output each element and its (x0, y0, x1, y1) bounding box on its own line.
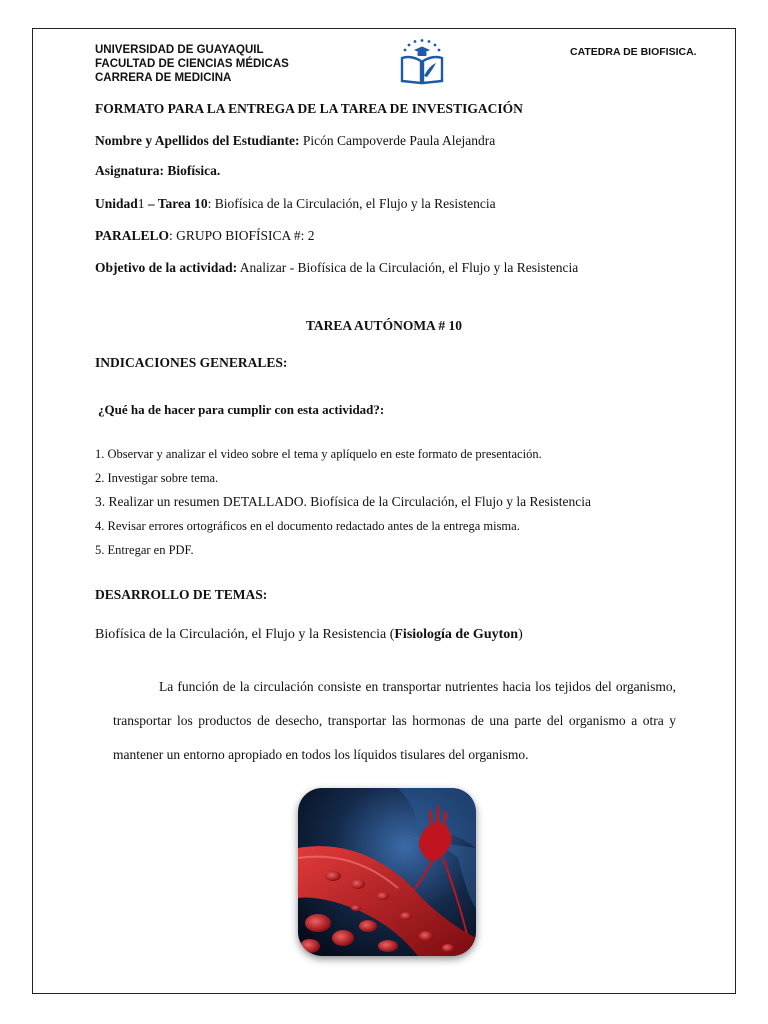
student-field (95, 133, 495, 149)
task-value: : Biofísica de la Circulación, el Flujo y la Resistencia (207, 196, 496, 211)
task-label: – Tarea 10 (147, 196, 208, 211)
activity-question: ¿Qué ha de hacer para cumplir con esta actividad?: (98, 402, 385, 417)
development-heading: DESARROLLO DE TEMAS: (95, 587, 268, 602)
general-indications-heading: INDICACIONES GENERALES: (95, 355, 288, 370)
university-name: UNIVERSIDAD DE GUAYAQUIL (95, 44, 264, 56)
list-item: 5. Entregar en PDF. (95, 543, 194, 557)
topic-source: Fisiología de Guyton (394, 627, 519, 642)
student-value: Picón Campoverde Paula Alejandra (299, 133, 496, 148)
topic-line (95, 627, 523, 643)
topic-close: ) (518, 627, 523, 642)
unit-value: 1 (137, 196, 148, 211)
list-item: 1. Observar y analizar el video sobre el tema y aplíquelo en este formato de presentación. (95, 447, 542, 461)
topic-text: Biofísica de la Circulación, el Flujo y la Resistencia ( (95, 627, 395, 642)
subject-field: Asignatura: Biofísica. (95, 163, 221, 178)
university-logo-icon (396, 36, 448, 86)
paralelo-value: : GRUPO BIOFÍSICA #: 2 (169, 228, 315, 243)
paralelo-field (95, 228, 315, 244)
career-name: CARRERA DE MEDICINA (95, 72, 232, 84)
list-item: 4. Revisar errores ortográficos en el documento redactado antes de la entrega misma. (95, 519, 520, 533)
chair-name: CATEDRA DE BIOFISICA. (570, 46, 697, 58)
document-title: FORMATO PARA LA ENTREGA DE LA TAREA DE INVESTIGACIÓN (95, 101, 523, 116)
paralelo-label: PARALELO (95, 228, 170, 243)
objective-field (95, 260, 578, 276)
instructions-list (95, 444, 591, 564)
student-label: Nombre y Apellidos del Estudiante: (95, 133, 300, 148)
faculty-name: FACULTAD DE CIENCIAS MÉDICAS (95, 58, 289, 70)
list-item: 2. Investigar sobre tema. (95, 471, 219, 485)
objective-label: Objetivo de la actividad: (95, 260, 238, 275)
list-item: 3. Realizar un resumen DETALLADO. Biofísica de la Circulación, el Flujo y la Resistencia (95, 494, 592, 509)
unit-task-field (95, 196, 496, 212)
circulation-illustration (298, 788, 476, 956)
unit-label: Unidad (95, 196, 138, 211)
task-title: TAREA AUTÓNOMA # 10 (305, 318, 463, 333)
blood-vessel-heart-image (298, 788, 476, 956)
institution-header (95, 43, 289, 85)
objective-value: Analizar - Biofísica de la Circulación, el Flujo y la Resistencia (237, 260, 579, 275)
circulation-paragraph: La función de la circulación consiste en transportar nutrientes hacia los tejidos del organismo, transportar los productos de desecho, transportar las hormonas de una parte del organismo a otra y mantener un entorno apropiado en todos los líquidos tisulares del organismo. (113, 679, 676, 762)
